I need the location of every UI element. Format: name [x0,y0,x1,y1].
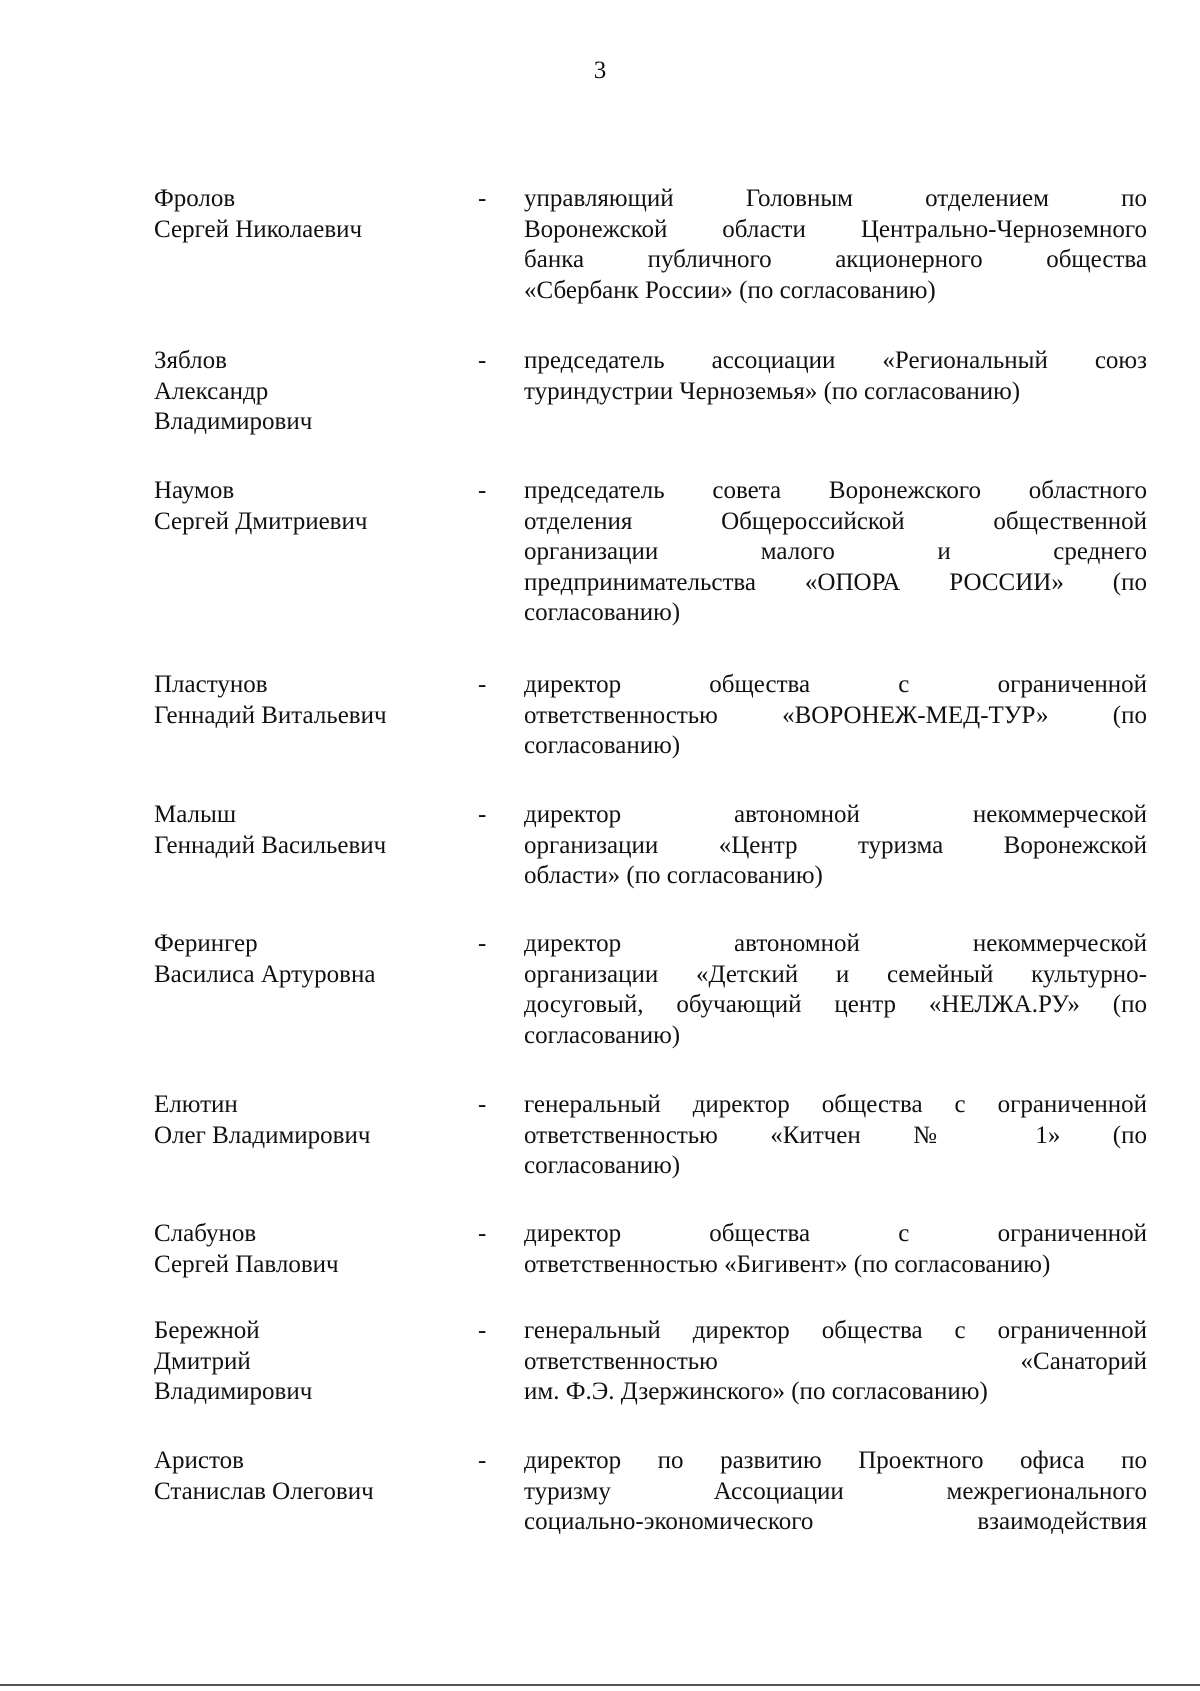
position-line: туризму Ассоциации межрегионального [524,1477,1147,1505]
position-line: генеральный директор общества с ограниченной [524,1091,1147,1118]
separator-dash: - [478,801,487,828]
member-name [154,1090,454,1151]
member-name [154,929,454,990]
member-position [524,670,1147,762]
member-given-names: Сергей Николаевич [154,215,363,243]
member-given-names: Станислав Олегович [154,1477,374,1505]
position-line: директор по развитию Проектного офиса по [524,1447,1147,1474]
position-line: директор автономной некоммерческой [524,801,1147,828]
position-line: досуговый, обучающий центр «НЕЛЖА.РУ» (по [524,991,1147,1018]
member-position [524,346,1147,407]
member-surname: Елютин [154,1091,238,1118]
member-surname: Бережной [154,1317,260,1344]
position-line: социально-экономического взаимодействия [524,1508,1147,1535]
member-patronymic: Владимирович [154,408,313,435]
member-name [154,1446,454,1507]
position-line: организации «Центр туризма Воронежской [524,831,1147,859]
separator-dash: - [478,671,487,698]
member-surname: Пластунов [154,671,268,698]
member-surname: Наумов [154,477,235,504]
position-line: директор общества с ограниченной [524,1220,1147,1247]
position-line: согласованию) [524,1021,681,1049]
separator-dash: - [478,185,487,212]
member-position [524,184,1147,306]
position-line: управляющий Головным отделением по [524,185,1147,212]
position-line: генеральный директор общества с ограниченной [524,1317,1147,1344]
position-line: ответственностью «ВОРОНЕЖ-МЕД-ТУР» (по [524,701,1147,729]
member-given-names: Олег Владимирович [154,1121,371,1149]
position-line: области» (по согласованию) [524,862,823,889]
position-line: им. Ф.Э. Дзержинского» (по согласованию) [524,1378,988,1405]
member-given-names: Сергей Дмитриевич [154,507,368,535]
separator-dash: - [478,1091,487,1118]
member-name [154,476,454,537]
member-given-names: Дмитрий [154,1347,251,1375]
member-position [524,1090,1147,1182]
position-line: ответственностью «Санаторий [524,1347,1147,1375]
separator-dash: - [478,1447,487,1474]
position-line: согласованию) [524,599,681,626]
member-name [154,1316,454,1408]
position-line: организации малого и среднего [524,538,1147,565]
member-position [524,476,1147,629]
member-given-names: Геннадий Васильевич [154,831,387,859]
position-line: туриндустрии Черноземья» (по согласованию) [524,377,1021,405]
position-line: «Сбербанк России» (по согласованию) [524,276,936,304]
position-line: предпринимательства «ОПОРА РОССИИ» (по [524,568,1147,596]
position-line: директор общества с ограниченной [524,671,1147,698]
member-given-names: Александр [154,377,269,405]
separator-dash: - [478,347,487,374]
member-name [154,800,454,861]
member-name [154,670,454,731]
member-given-names: Василиса Артуровна [154,960,376,988]
member-surname: Аристов [154,1447,244,1474]
member-given-names: Сергей Павлович [154,1250,339,1278]
position-line: организации «Детский и семейный культурно- [524,960,1147,988]
position-line: ответственностью «Бигивент» (по согласованию) [524,1250,1051,1278]
position-line: отделения Общероссийской общественной [524,507,1147,535]
member-name [154,184,454,245]
member-name [154,1219,454,1280]
member-position [524,800,1147,892]
member-name [154,346,454,438]
position-line: Воронежской области Центрально-Черноземного [524,215,1147,243]
position-line: согласованию) [524,732,681,759]
member-patronymic: Владимирович [154,1378,313,1405]
position-line: председатель ассоциации «Региональный союз [524,347,1147,374]
member-position [524,1316,1147,1408]
member-surname: Фролов [154,185,236,212]
position-line: директор автономной некоммерческой [524,930,1147,957]
position-line: ответственностью «Китчен № 1» (по [524,1121,1147,1149]
member-surname: Ферингер [154,930,258,957]
member-surname: Слабунов [154,1220,257,1247]
member-given-names: Геннадий Витальевич [154,701,387,729]
separator-dash: - [478,477,487,504]
separator-dash: - [478,930,487,957]
footer-rule [0,1684,1200,1686]
member-surname: Малыш [154,801,237,828]
separator-dash: - [478,1317,487,1344]
position-line: согласованию) [524,1152,681,1179]
member-position [524,1446,1147,1538]
separator-dash: - [478,1220,487,1247]
member-position [524,1219,1147,1280]
position-line: председатель совета Воронежского областного [524,477,1147,504]
member-position [524,929,1147,1051]
position-line: банка публичного акционерного общества [524,246,1147,273]
member-surname: Зяблов [154,347,227,374]
page-number: 3 [593,57,607,84]
